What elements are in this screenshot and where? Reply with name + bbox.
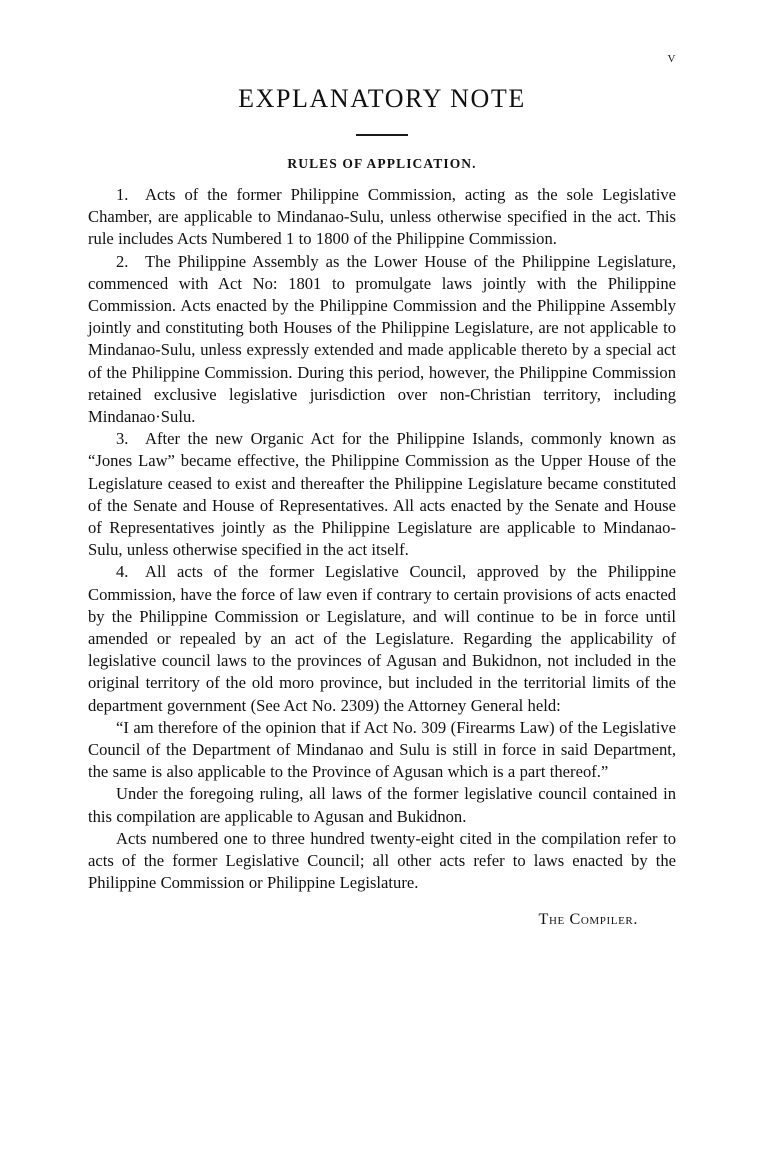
- paragraph-rule-4: 4. All acts of the former Legislative Council, approved by the Philippine Commission, have the force of law even if contrary to certain provisions of acts enacted by the Philippine Commission or Legislature, and will continue to be in force until amended or repealed by an act of the Legislature. Regarding the applicability of legislative council laws to the provinces of Agusan and Bukidnon, not included in the original territory of the old moro province, but included in the territorial limits of the department government (See Act No. 2309) the Attorney General held:: [88, 562, 676, 715]
- paragraph-closing-ruling: Under the foregoing ruling, all laws of the former legislative council contained in this compilation are applicable to Agusan and Bukidnon.: [88, 784, 676, 826]
- paragraph-rule-2: 2. The Philippine Assembly as the Lower House of the Philippine Legislature, commenced with Act No: 1801 to promulgate laws jointly with the Philippine Commission. Acts enacted by the Philippine Commission and the Philippine Assembly jointly and constituting both Houses of the Philippine Legislature, are not applicable to Mindanao-Sulu, unless expressly extended and made applicable thereto by a special act of the Philippine Commission. During this period, however, the Philippine Commission retained exclusive legislative jurisdiction over non-Christian territory, including Mindanao·Sulu.: [88, 251, 676, 426]
- body-text: [88, 184, 676, 895]
- paragraph-rule-3: 3. After the new Organic Act for the Philippine Islands, commonly known as “Jones Law” became effective, the Philippine Commission as the Upper House of the Legislature ceased to exist and thereafter the Philippine Legislature became constituted of the Senate and House of Representatives. All acts enacted by the Senate and House of Representatives jointly as the Philippine Legislature are applicable to Mindanao-Sulu, unless otherwise specified in the act itself.: [88, 429, 676, 560]
- page-number: v: [667, 50, 676, 66]
- paragraph-attorney-general-quote: “I am therefore of the opinion that if Act No. 309 (Firearms Law) of the Legislative Council of the Department of Mindanao and Sulu is still in force in said Department, the same is also applicable to the Province of Agusan which is a part thereof.”: [88, 717, 676, 782]
- paragraph-closing-acts-note: Acts numbered one to three hundred twenty-eight cited in the compilation refer to acts of the former Legislative Council; all other acts refer to laws enacted by the Philippine Commission or Philippine Legislature.: [88, 828, 676, 893]
- signature-line: The Compiler.: [538, 910, 638, 929]
- page-title: EXPLANATORY NOTE: [238, 84, 526, 113]
- document-content: [88, 84, 676, 931]
- title-divider: [356, 134, 408, 136]
- paragraph-rule-1: 1. Acts of the former Philippine Commission, acting as the sole Legislative Chamber, are applicable to Mindanao-Sulu, unless otherwise specified in the act. This rule includes Acts Numbered 1 to 1800 of the Philippine Commission.: [88, 184, 676, 249]
- section-title: RULES OF APPLICATION.: [287, 155, 477, 171]
